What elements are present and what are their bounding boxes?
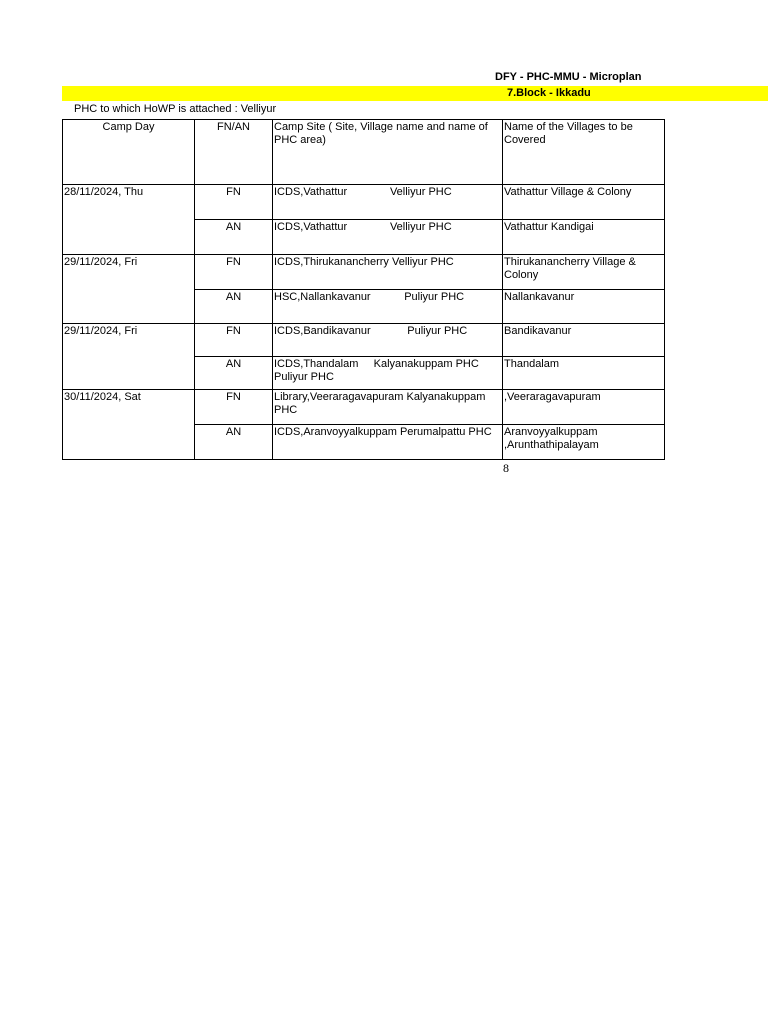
camp-site-cell: HSC,Nallankavanur Puliyur PHC — [273, 290, 503, 324]
session-cell: FN — [195, 255, 273, 290]
villages-cell: Vathattur Village & Colony — [503, 185, 665, 220]
header-camp-site: Camp Site ( Site, Village name and name of PHC area) — [273, 120, 503, 185]
camp-site-cell: ICDS,Vathattur Velliyur PHC — [273, 220, 503, 255]
camp-site-cell: ICDS,Aranvoyyalkuppam Perumalpattu PHC — [273, 425, 503, 460]
camp-day-cell: 29/11/2024, Fri — [63, 324, 195, 390]
table-row — [63, 390, 665, 425]
header-camp-day: Camp Day — [63, 120, 195, 185]
block-label: 7.Block - Ikkadu — [507, 87, 591, 99]
camp-day-cell: 28/11/2024, Thu — [63, 185, 195, 255]
header-villages: Name of the Villages to be Covered — [503, 120, 665, 185]
session-cell: FN — [195, 324, 273, 357]
session-cell: AN — [195, 220, 273, 255]
villages-cell: Thandalam — [503, 357, 665, 390]
session-cell: AN — [195, 425, 273, 460]
table-header-row — [63, 120, 665, 185]
villages-cell: Nallankavanur — [503, 290, 665, 324]
camp-day-cell: 29/11/2024, Fri — [63, 255, 195, 324]
table-row — [63, 324, 665, 357]
camp-site-cell: ICDS,Thandalam Kalyanakuppam PHC Puliyur PHC — [273, 357, 503, 390]
villages-cell: Aranvoyyalkuppam ,Arunthathipalayam — [503, 425, 665, 460]
document-title: DFY - PHC-MMU - Microplan — [495, 71, 642, 83]
camp-day-cell: 30/11/2024, Sat — [63, 390, 195, 460]
session-cell: AN — [195, 357, 273, 390]
page-number: 8 — [503, 461, 509, 475]
phc-attached-line: PHC to which HoWP is attached : Velliyur — [74, 103, 277, 115]
table-row — [63, 255, 665, 290]
camp-site-cell: ICDS,Bandikavanur Puliyur PHC — [273, 324, 503, 357]
camp-site-cell: ICDS,Thirukanancherry Velliyur PHC — [273, 255, 503, 290]
session-cell: AN — [195, 290, 273, 324]
villages-cell: Bandikavanur — [503, 324, 665, 357]
block-banner — [62, 86, 768, 101]
session-cell: FN — [195, 390, 273, 425]
camp-site-cell: Library,Veeraragavapuram Kalyanakuppam PHC — [273, 390, 503, 425]
villages-cell: ,Veeraragavapuram — [503, 390, 665, 425]
session-cell: FN — [195, 185, 273, 220]
table-row — [63, 185, 665, 220]
villages-cell: Thirukanancherry Village & Colony — [503, 255, 665, 290]
header-fn-an: FN/AN — [195, 120, 273, 185]
camp-site-cell: ICDS,Vathattur Velliyur PHC — [273, 185, 503, 220]
villages-cell: Vathattur Kandigai — [503, 220, 665, 255]
microplan-table — [62, 119, 665, 460]
